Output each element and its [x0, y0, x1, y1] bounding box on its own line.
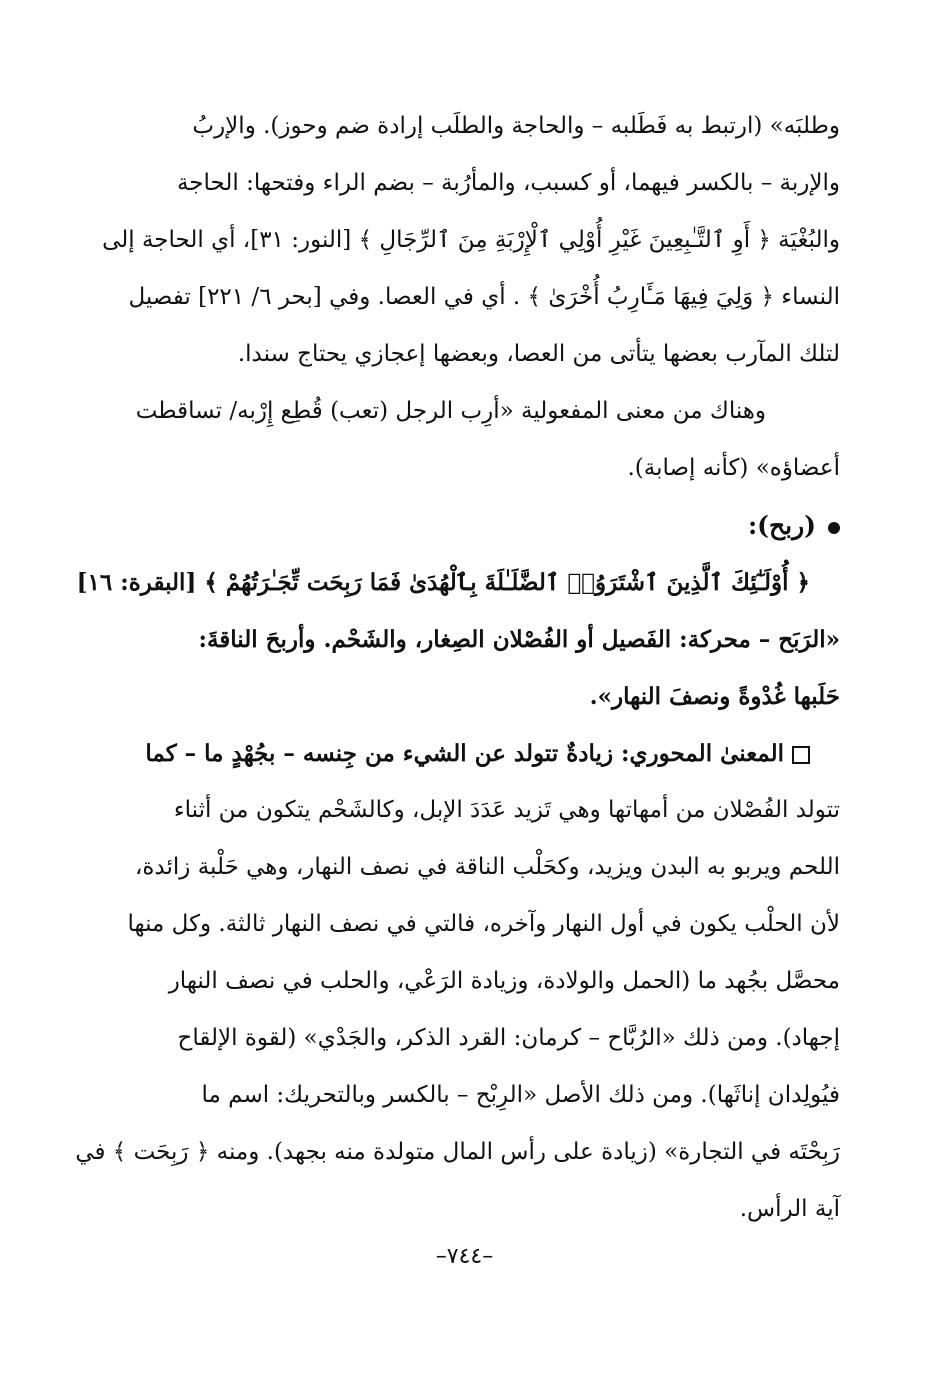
section-heading	[128, 497, 840, 554]
paragraph-irb-continued	[102, 98, 840, 383]
paragraph-passive-meaning	[128, 383, 840, 497]
text-line: حَلَبها غُدْوةً ونصفَ النهار».	[589, 683, 840, 710]
quran-verse: ﴿ أُوْلَـٰٓئِكَ ٱلَّذِينَ ٱشْتَرَوُا۟ ٱلضَّلَـٰلَةَ بِٱلْهُدَىٰ فَمَا رَبِحَت تِّجَـٰرَتُهُمْ ﴾ [البقرة: ١٦]	[76, 569, 810, 596]
bullet-icon	[828, 522, 840, 534]
text-line: اللحم ويربو به البدن ويزيد، وكحَلْب الناقة في نصف النهار، وهي حَلْبة زائدة،	[134, 854, 840, 880]
page-body	[75, 98, 840, 1238]
square-icon	[792, 746, 810, 764]
text-line: محصَّل بجُهد ما (الحمل والولادة، وزيادة الرَعْي، والحلب في نصف النهار	[168, 968, 840, 994]
text-line: إجهاد). ومن ذلك «الرُبَّاح – كرمان: القرد الذكر، والجَدْي» (لقوة الإلقاح	[177, 1025, 840, 1051]
text-line: والبُغْيَة ﴿ أَوِ ٱلتَّـٰبِعِينَ غَيْرِ أُوْلِي ٱلْإِرْبَةِ مِنَ ٱلرِّجَالِ ﴾ [النور: ٣١]، أي الحاجة إلى	[102, 227, 840, 253]
page-number: –٧٤٤–	[435, 1244, 494, 1269]
text-line: آية الرأس.	[739, 1196, 840, 1222]
text-line: فيُولِدان إناثَها). ومن ذلك الأصل «الرِبْح – بالكسر وبالتحريك: اسم ما	[201, 1082, 840, 1108]
text-line: والإربة – بالكسر فيهما، أو كسبب، والمأرُبة – بضم الراء وفتحها: الحاجة	[176, 170, 840, 196]
text-line: وهناك من معنى المفعولية «أرِب الرجل (تعب) قُطِع إِرْبه/ تساقطت	[135, 398, 766, 424]
text-line: تتولد الفُصْلان من أمهاتها وهي تَزيد عَدَدَ الإبل، وكالشَحْم يتكون من أثناء	[173, 797, 840, 823]
section-heading-label: (ربح):	[747, 511, 816, 540]
text-line: النساء ﴿ وَلِيَ فِيهَا مَـَٔارِبُ أُخْرَىٰ ﴾ . أي في العصا. وفي [بحر ٦/ ٢٢١] تفصيل	[128, 284, 840, 310]
core-meaning-paragraph	[75, 725, 840, 1238]
lexical-definition	[128, 611, 840, 725]
text-line: «الرَبَح – محركة: الفَصيل أو الفُصْلان الصِغار، والشَحْم. وأربحَ الناقةَ:	[198, 626, 840, 653]
text-line: رَبِحْتَه في التجارة» (زيادة على رأس المال متولدة منه بجهد). ومنه ﴿ رَبِحَت ﴾ في	[75, 1139, 840, 1165]
core-meaning-text: المعنىٰ المحوري: زيادةٌ تتولد عن الشيء من جِنسه – بجُهْدٍ ما – كما	[145, 740, 784, 767]
text-line: وطلبَه» (ارتبط به فَطَلبه – والحاجة والطلَب إرادة ضم وحوز). والإربُ	[192, 113, 840, 139]
text-line: لأن الحلْب يكون في أول النهار وآخره، فالتي في نصف النهار ثالثة. وكل منها	[127, 911, 840, 937]
core-meaning-first-line	[128, 725, 840, 782]
text-line: لتلك المآرب بعضها يتأتى من العصا، وبعضها إعجازي يحتاج سندا.	[237, 341, 840, 367]
text-line: أعضاؤه» (كأنه إصابة).	[627, 455, 840, 481]
